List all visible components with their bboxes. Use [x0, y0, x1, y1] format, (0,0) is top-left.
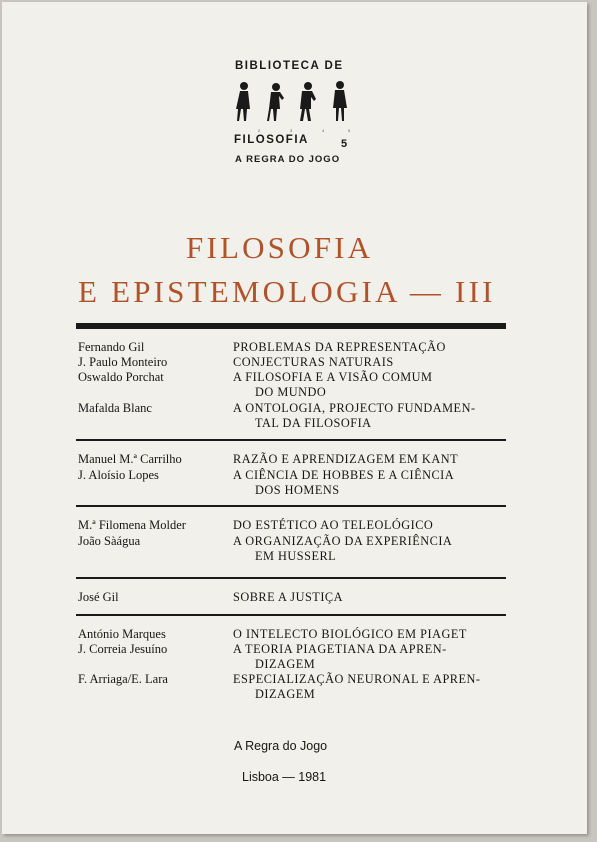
entry-author: José Gil: [78, 590, 119, 604]
entry-title: SOBRE A JUSTIÇA: [233, 590, 343, 604]
title-line-2: E EPISTEMOLOGIA — III: [78, 274, 496, 309]
entry-title: RAZÃO E APRENDIZAGEM EM KANT: [233, 452, 459, 466]
entry-author: Oswaldo Porchat: [78, 370, 164, 384]
entry-author: António Marques: [78, 627, 166, 641]
entry-author: F. Arriaga/E. Lara: [78, 672, 168, 686]
svg-text:5: 5: [348, 128, 351, 133]
publication-place-year: Lisboa — 1981: [242, 770, 327, 784]
svg-text:4: 4: [322, 128, 325, 133]
entry-author: J. Aloísio Lopes: [78, 468, 159, 482]
entry-author: Fernando Gil: [78, 340, 145, 354]
svg-text:2: 2: [258, 128, 261, 133]
publisher-name: A Regra do Jogo: [234, 739, 328, 753]
series-name-line2: FILOSOFIA: [234, 134, 309, 146]
entry-title: PROBLEMAS DA REPRESENTAÇÃO: [233, 340, 446, 354]
series-publisher-line: A REGRA DO JOGO: [235, 154, 341, 165]
section-divider: [76, 439, 506, 441]
entry-author: M.ª Filomena Molder: [78, 518, 186, 532]
entry-title: CONJECTURAS NATURAIS: [233, 355, 394, 369]
entry-title: A TEORIA PIAGETIANA DA APREN- DIZAGEM: [233, 642, 447, 671]
entry-title: A CIÊNCIA DE HOBBES E A CIÊNCIA DOS HOMENS: [233, 468, 455, 497]
entry-title: O INTELECTO BIOLÓGICO EM PIAGET: [233, 627, 467, 641]
section-divider: [76, 577, 506, 579]
four-standing-figures-illustration: [234, 78, 354, 134]
title-divider: [76, 323, 506, 329]
series-name-line1: BIBLIOTECA DE: [235, 60, 344, 72]
section-divider: [76, 505, 506, 507]
title-line-1: FILOSOFIA: [186, 230, 374, 265]
entry-author: Mafalda Blanc: [78, 401, 152, 415]
entry-title: A FILOSOFIA E A VISÃO COMUM DO MUNDO: [233, 370, 433, 399]
entry-author: João Sàágua: [78, 534, 141, 548]
entry-title: A ORGANIZAÇÃO DA EXPERIÊNCIA EM HUSSERL: [233, 534, 453, 563]
section-divider: [76, 614, 506, 616]
entry-title: ESPECIALIZAÇÃO NEURONAL E APREN- DIZAGEM: [233, 672, 481, 701]
entry-title: DO ESTÉTICO AO TELEOLÓGICO: [233, 518, 434, 532]
series-number: 5: [341, 138, 348, 150]
book-cover: [2, 2, 587, 834]
entry-author: Manuel M.ª Carrilho: [78, 452, 182, 466]
entry-author: J. Paulo Monteiro: [78, 355, 168, 369]
entry-title: A ONTOLOGIA, PROJECTO FUNDAMEN- TAL DA FILOSOFIA: [233, 401, 476, 430]
entry-author: J. Correia Jesuíno: [78, 642, 168, 656]
svg-text:3: 3: [290, 128, 293, 133]
